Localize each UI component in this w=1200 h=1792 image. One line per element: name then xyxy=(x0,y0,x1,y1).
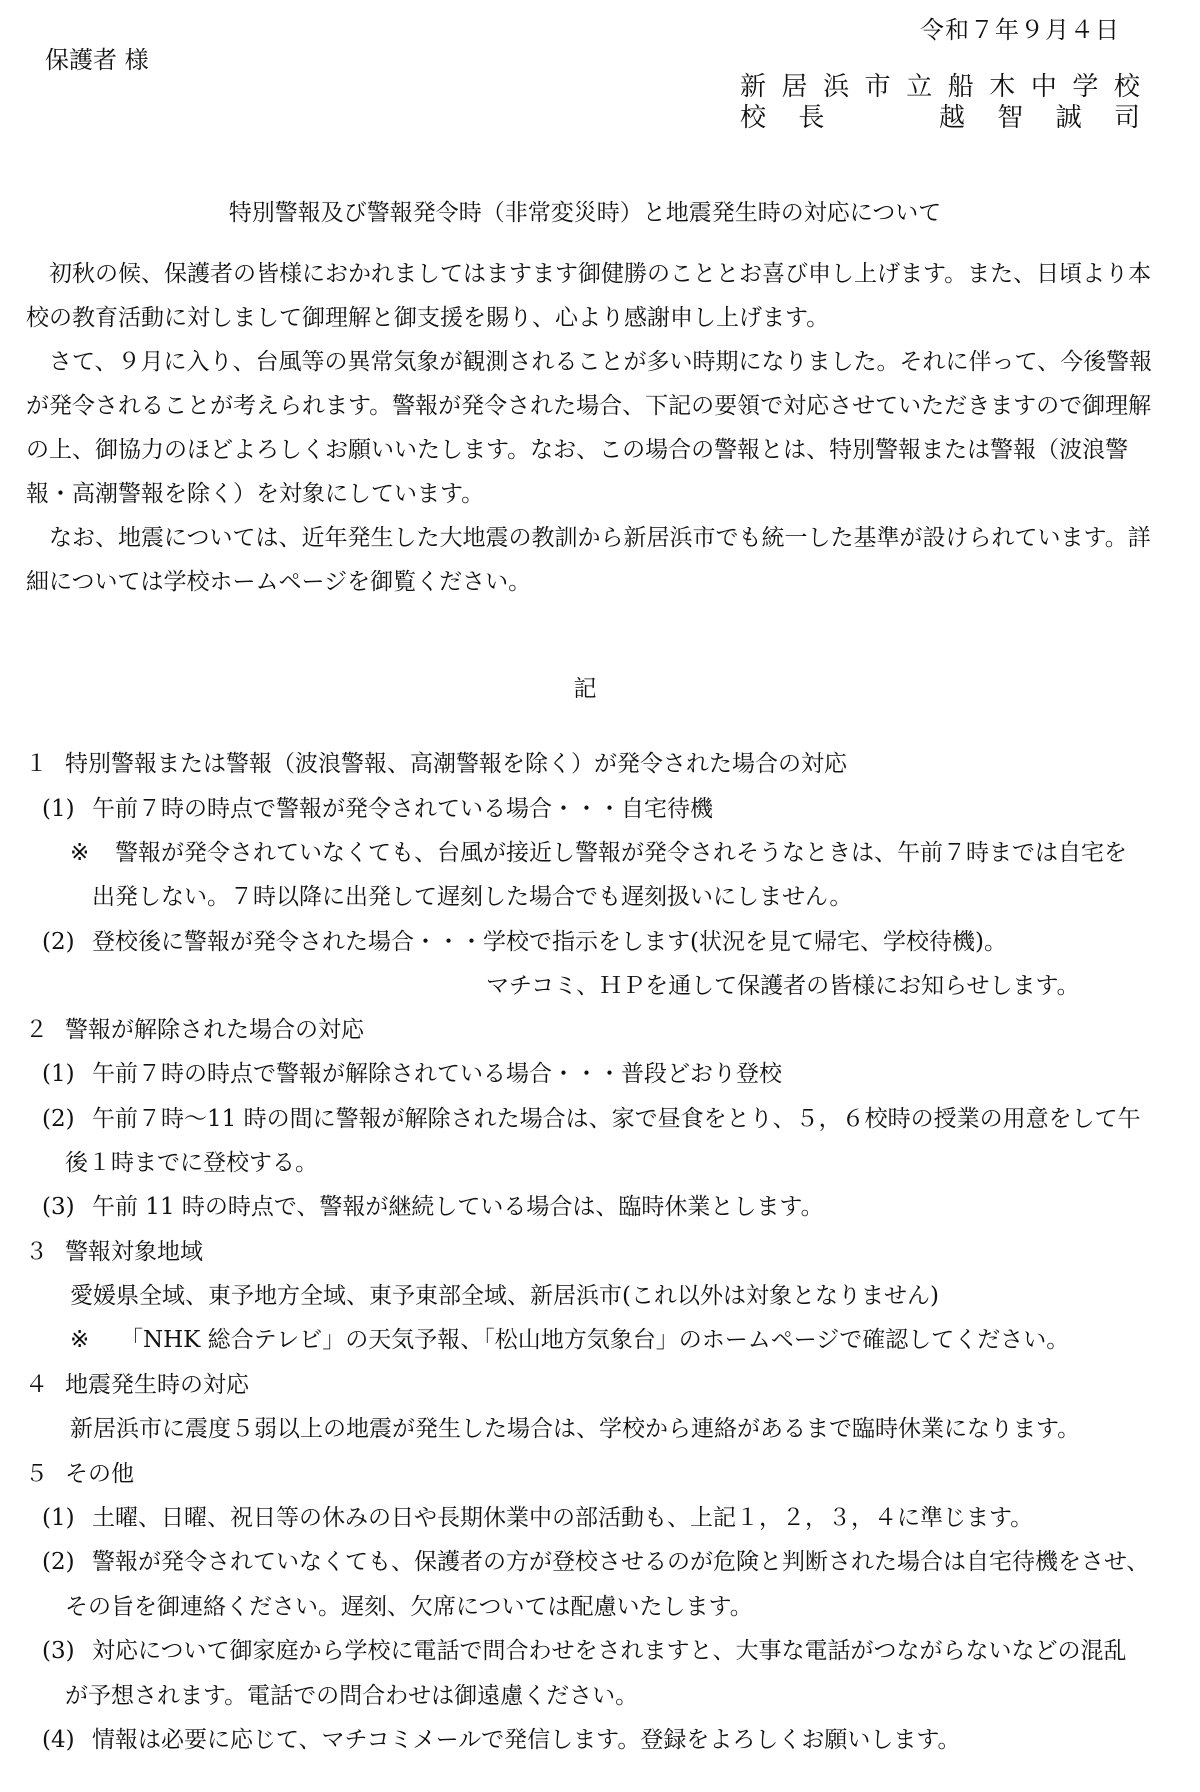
s5-item-2-line-2: その旨を御連絡ください。遅刻、欠席については配慮いたします。 xyxy=(65,1594,753,1620)
principal-spacer xyxy=(857,103,907,134)
s2-item-2-number: (2) xyxy=(42,1106,75,1132)
s1-item-2-continued: マチコミ、ＨＰを通して保護者の皆様にお知らせします。 xyxy=(486,973,1080,999)
section-4-number: ４ xyxy=(25,1372,48,1398)
principal-name xyxy=(740,103,1140,134)
s1-note-line-1: 警報が発令されていなくても、台風が接近し警報が発令されそうなときは、午前７時までは自宅を xyxy=(115,840,1127,866)
recipient: 保護者 様 xyxy=(45,46,149,74)
school-name-char: 立 xyxy=(906,72,933,102)
school-name-char: 学 xyxy=(1072,72,1099,102)
school-name-char: 居 xyxy=(781,72,808,102)
s2-item-2-line-1: 午前７時～11 時の間に警報が解除された場合は、家で昼食をとり、５，６校時の授業の用意をして午 xyxy=(92,1106,1141,1132)
school-name xyxy=(740,72,1140,103)
s5-item-2-number: (2) xyxy=(42,1549,75,1575)
s5-item-4-number: (4) xyxy=(42,1727,75,1753)
s1-item-2-number: (2) xyxy=(42,929,75,955)
sender-block xyxy=(740,72,1140,134)
s2-item-2-line-2: 後１時までに登校する。 xyxy=(65,1150,318,1176)
s5-item-2-line-1: 警報が発令されていなくても、保護者の方が登校させるのが危険と判断された場合は自宅待機をさせ、 xyxy=(92,1549,1150,1575)
section-5-number: ５ xyxy=(25,1461,48,1487)
school-name-char: 校 xyxy=(1113,72,1140,102)
principal-char: 越 xyxy=(938,103,965,134)
section-5-heading: その他 xyxy=(65,1461,134,1487)
school-name-char: 浜 xyxy=(823,72,850,102)
s3-body: 愛媛県全域、東予地方全域、東予東部全域、新居浜市(これ以外は対象となりません) xyxy=(70,1283,939,1309)
school-name-char: 市 xyxy=(864,72,891,102)
s1-note-mark: ※ xyxy=(70,840,90,866)
intro-text xyxy=(26,252,1156,604)
s1-item-1-number: (1) xyxy=(42,796,75,822)
principal-char: 智 xyxy=(997,103,1024,134)
s1-note-line-2: 出発しない。７時以降に出発して遅刻した場合でも遅刻扱いにしません。 xyxy=(92,884,853,910)
s5-item-3-line-2: が予想されます。電話での問合わせは御遠慮ください。 xyxy=(65,1683,639,1709)
principal-char: 司 xyxy=(1113,103,1140,134)
section-3-heading: 警報対象地域 xyxy=(65,1239,203,1265)
s5-item-1-number: (1) xyxy=(42,1505,75,1531)
s2-item-3-number: (3) xyxy=(42,1194,75,1220)
s5-item-4: 情報は必要に応じて、マチコミメールで発信します。登録をよろしくお願いします。 xyxy=(92,1727,961,1753)
document-title: 特別警報及び警報発令時（非常変災時）と地震発生時の対応について xyxy=(228,200,942,226)
principal-char: 誠 xyxy=(1055,103,1082,134)
s2-item-1-number: (1) xyxy=(42,1061,75,1087)
school-name-char: 船 xyxy=(947,72,974,102)
intro-paragraph-1: 初秋の候、保護者の皆様におかれましてはますます御健勝のこととお喜び申し上げます。また、日頃より本校の教育活動に対しまして御理解と御支援を賜り、心より感謝申し上げます。 xyxy=(26,261,1152,331)
s1-item-2: 登校後に警報が発令された場合・・・学校で指示をします(状況を見て帰宅、学校待機)。 xyxy=(92,929,1007,955)
section-2-number: ２ xyxy=(25,1017,48,1043)
s1-item-1: 午前７時の時点で警報が発令されている場合・・・自宅待機 xyxy=(92,796,713,822)
section-1-heading: 特別警報または警報（波浪警報、高潮警報を除く）が発令された場合の対応 xyxy=(65,751,847,777)
s5-item-1: 土曜、日曜、祝日等の休みの日や長期休業中の部活動も、上記１，２，３，４に準じます。 xyxy=(92,1505,1034,1531)
principal-char: 長 xyxy=(798,103,825,134)
intro-paragraph-2: さて、９月に入り、台風等の異常気象が観測されることが多い時期になりました。それに伴って、今後警報が発令されることが考えられます。警報が発令された場合、下記の要領で対応させていただきますので御理解の上、御協力のほどよろしくお願いいたします。なお、この場合の警報とは、特別警報または警報（波浪警報・高潮警報を除く）を対象にしています。 xyxy=(26,349,1153,507)
issue-date: 令和７年９月４日 xyxy=(920,16,1120,44)
section-3-number: ３ xyxy=(25,1239,48,1265)
s2-item-1: 午前７時の時点で警報が解除されている場合・・・普段どおり登校 xyxy=(92,1061,782,1087)
intro-paragraph-3: なお、地震については、近年発生した大地震の教訓から新居浜市でも統一した基準が設けられています。詳細については学校ホームページを御覧ください。 xyxy=(26,525,1151,595)
s5-item-3-number: (3) xyxy=(42,1638,75,1664)
ki-heading: 記 xyxy=(573,676,597,702)
s4-body: 新居浜市に震度５弱以上の地震が発生した場合は、学校から連絡があるまで臨時休業になります。 xyxy=(70,1416,1081,1442)
school-name-char: 木 xyxy=(989,72,1016,102)
s3-note-mark: ※ xyxy=(70,1327,90,1353)
section-4-heading: 地震発生時の対応 xyxy=(65,1372,249,1398)
school-name-char: 新 xyxy=(740,72,767,102)
s2-item-3: 午前 11 時の時点で、警報が継続している場合は、臨時休業とします。 xyxy=(92,1194,824,1220)
s3-note: 「NHK 総合テレビ」の天気予報、「松山地方気象台」のホームページで確認してください。 xyxy=(120,1327,1070,1353)
principal-char: 校 xyxy=(740,103,767,134)
section-2-heading: 警報が解除された場合の対応 xyxy=(65,1017,364,1043)
school-name-char: 中 xyxy=(1030,72,1057,102)
s5-item-3-line-1: 対応について御家庭から学校に電話で問合わせをされますと、大事な電話がつながらないなどの混乱 xyxy=(92,1638,1127,1664)
section-1-number: １ xyxy=(25,751,48,777)
